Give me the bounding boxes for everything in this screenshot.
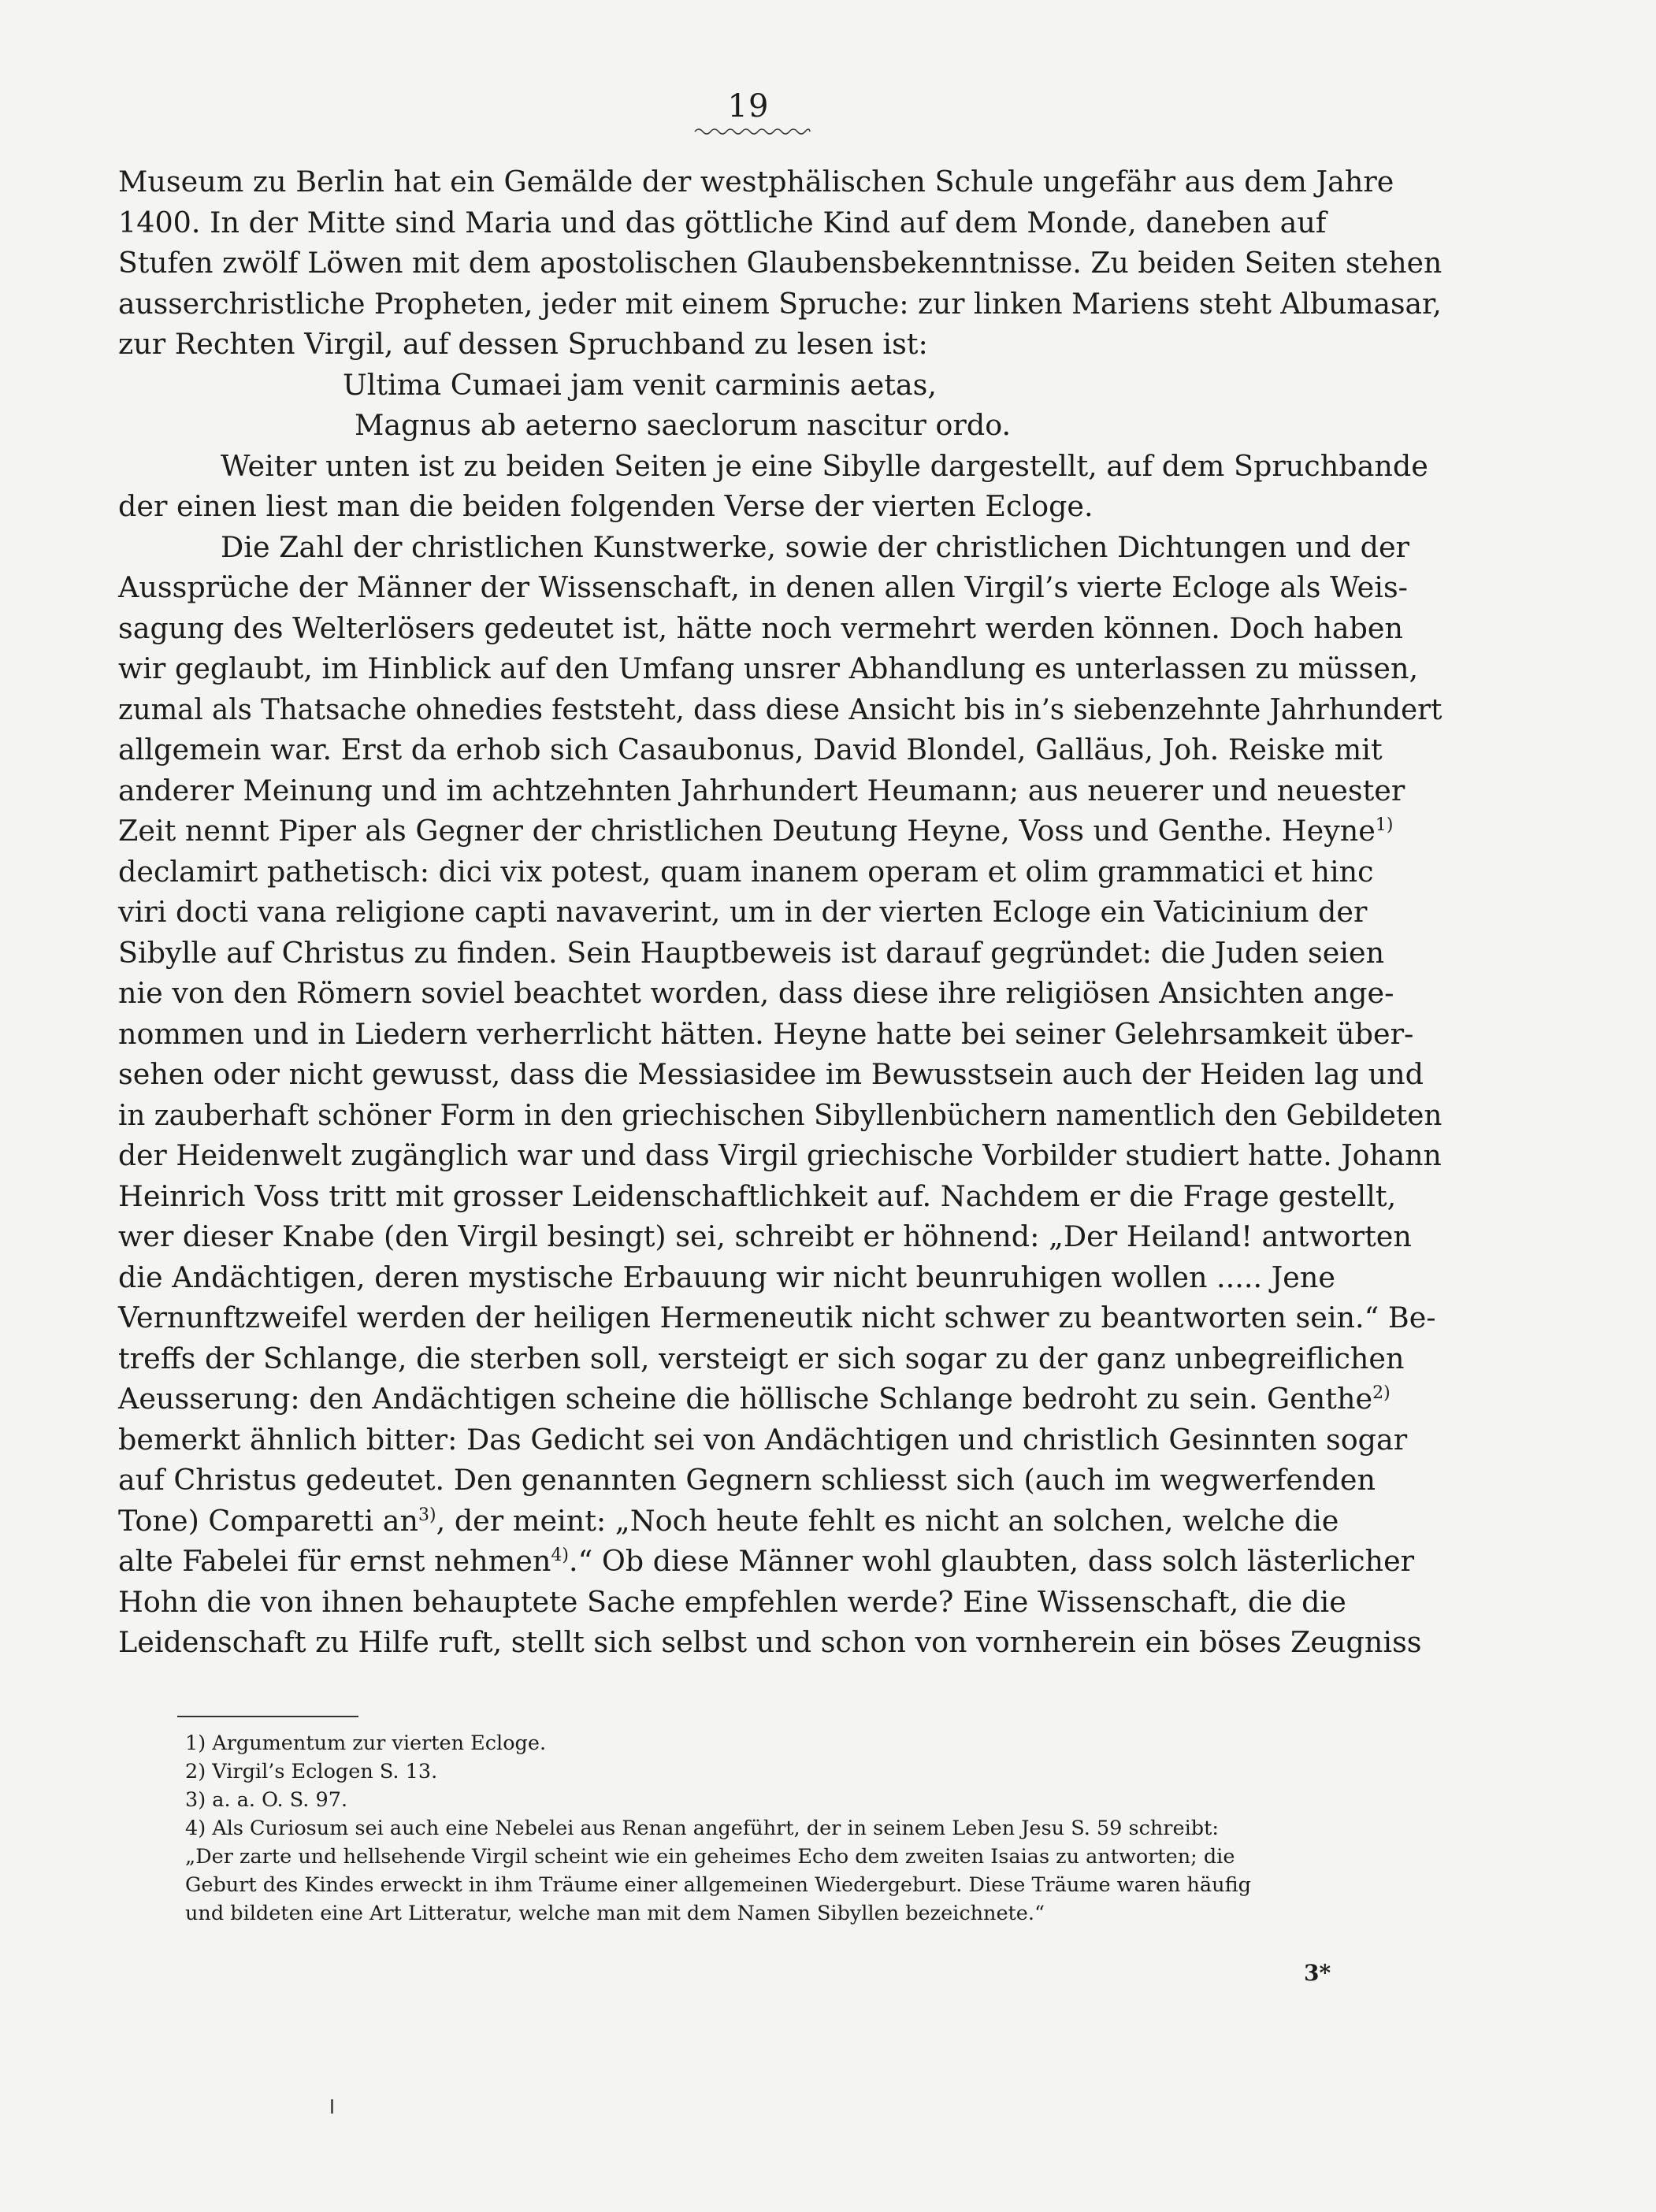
footnote: 1) Argumentum zur vierten Ecloge.: [185, 1731, 547, 1755]
text-fragment: Zeit nennt Piper als Gegner der christlichen Deutung Heyne, Voss und Genthe. Heyne: [118, 814, 1376, 848]
footnote-ref: 2): [1372, 1382, 1391, 1403]
page-number: 19: [727, 88, 770, 124]
text-line: Die Zahl der christlichen Kunstwerke, sowie der christlichen Dichtungen und der: [221, 529, 1409, 564]
text-line: zur Rechten Virgil, auf dessen Spruchband zu lesen ist:: [118, 327, 928, 361]
text-line: Leidenschaft zu Hilfe ruft, stellt sich selbst und schon von vornherein ein böses Zeugniss: [118, 1625, 1422, 1659]
footnote: 2) Virgil’s Eclogen S. 13.: [185, 1760, 438, 1783]
wavy-rule-ornament: [693, 126, 811, 137]
text-fragment: alte Fabelei für ernst nehmen: [118, 1544, 551, 1578]
text-line: Stufen zwölf Löwen mit dem apostolischen Glaubensbekenntnisse. Zu beiden Seiten stehen: [118, 246, 1443, 280]
scan-speck: [331, 2099, 333, 2114]
text-line: Aussprüche der Männer der Wissenschaft, in denen allen Virgil’s vierte Ecloge als Weis-: [118, 570, 1409, 604]
text-fragment: .“ Ob diese Männer wohl glaubten, dass solch lästerlicher: [568, 1544, 1415, 1578]
footnote-separator: [177, 1716, 358, 1717]
text-line: wer dieser Knabe (den Virgil besingt) sei, schreibt er höhnend: „Der Heiland! antworten: [118, 1219, 1412, 1253]
text-line: [118, 1379, 1442, 1420]
text-line: die Andächtigen, deren mystische Erbauung wir nicht beunruhigen wollen ..... Jene: [118, 1260, 1336, 1294]
verse-line: Ultima Cumaei jam venit carminis aetas,: [343, 367, 937, 402]
verse-line: Magnus ab aeterno saeclorum nascitur ordo.: [355, 408, 1012, 442]
text-line: auf Christus gedeutet. Den genannten Gegnern schliesst sich (auch im wegwerfenden: [118, 1463, 1376, 1497]
footnote-ref: 1): [1375, 815, 1394, 835]
footnote-ref: 3): [418, 1505, 436, 1525]
text-line: Heinrich Voss tritt mit grosser Leidenschaftlichkeit auf. Nachdem er die Frage gestellt,: [118, 1178, 1397, 1213]
text-line: [118, 811, 1442, 852]
text-fragment: Tone) Comparetti an: [118, 1503, 419, 1538]
text-fragment: Aeusserung: den Andächtigen scheine die höllische Schlange bedroht zu sein. Genthe: [118, 1382, 1373, 1416]
text-line: treffs der Schlange, die sterben soll, versteigt er sich sogar zu der ganz unbegreiflichen: [118, 1341, 1405, 1375]
text-line: der einen liest man die beiden folgenden Verse der vierten Ecloge.: [118, 489, 1093, 523]
footnote: und bildeten eine Art Litteratur, welche man mit dem Namen Sibyllen bezeichnete.“: [185, 1902, 1045, 1925]
sheet-signature: 3*: [1304, 1960, 1331, 1986]
text-line: [118, 1541, 1442, 1582]
text-line: Hohn die von ihnen behauptete Sache empfehlen werde? Eine Wissenschaft, die die: [118, 1584, 1346, 1619]
text-line: Vernunftzweifel werden der heiligen Hermeneutik nicht schwer zu beantworten sein.“ Be-: [118, 1301, 1436, 1334]
text-line: Museum zu Berlin hat ein Gemälde der westphälischen Schule ungefähr aus dem Jahre: [118, 165, 1394, 199]
text-line: sagung des Welterlösers gedeutet ist, hätte noch vermehrt werden können. Doch haben: [118, 611, 1403, 645]
text-line: sehen oder nicht gewusst, dass die Messiasidee im Bewusstsein auch der Heiden lag und: [118, 1057, 1424, 1091]
text-line: bemerkt ähnlich bitter: Das Gedicht sei von Andächtigen und christlich Gesinnten sogar: [118, 1422, 1408, 1457]
text-line: zumal als Thatsache ohnedies feststeht, dass diese Ansicht bis in’s siebenzehnte Jahrhundert: [118, 692, 1443, 726]
text-line: ausserchristliche Propheten, jeder mit einem Spruche: zur linken Mariens steht Albumasar,: [118, 286, 1442, 321]
main-text-block: [118, 161, 1442, 1663]
text-line: in zauberhaft schöner Form in den griechischen Sibyllenbüchern namentlich den Gebildeten: [118, 1097, 1443, 1132]
text-line: viri docti vana religione capti navaverint, um in der vierten Ecloge ein Vaticinium der: [118, 895, 1368, 929]
text-line: 1400. In der Mitte sind Maria und das göttliche Kind auf dem Monde, daneben auf: [118, 205, 1327, 239]
text-line: Sibylle auf Christus zu finden. Sein Hauptbeweis ist darauf gegründet: die Juden seien: [118, 935, 1385, 970]
footnote: „Der zarte und hellsehende Virgil scheint wie ein geheimes Echo dem zweiten Isaias zu antworten; die: [185, 1845, 1235, 1869]
text-line: der Heidenwelt zugänglich war und dass Virgil griechische Vorbilder studiert hatte. Johann: [118, 1138, 1442, 1172]
text-line: Weiter unten ist zu beiden Seiten je eine Sibylle dargestellt, auf dem Spruchbande: [221, 448, 1428, 483]
text-line: declamirt pathetisch: dici vix potest, quam inanem operam et olim grammatici et hinc: [118, 854, 1374, 889]
text-line: nie von den Römern soviel beachtet worden, dass diese ihre religiösen Ansichten ange-: [118, 976, 1394, 1010]
footnote: Geburt des Kindes erweckt in ihm Träume einer allgemeinen Wiedergeburt. Diese Träume waren häufig: [185, 1873, 1251, 1897]
footnote: 4) Als Curiosum sei auch eine Nebelei aus Renan angeführt, der in seinem Leben Jesu S. 59 schreibt:: [185, 1817, 1219, 1840]
text-fragment: , der meint: „Noch heute fehlt es nicht an solchen, welche die: [436, 1503, 1339, 1538]
footnote: 3) a. a. O. S. 97.: [185, 1788, 348, 1812]
footnotes: [185, 1729, 1439, 1928]
footnote-ref: 4): [551, 1545, 569, 1565]
text-line: anderer Meinung und im achtzehnten Jahrhundert Heumann; aus neuerer und neuester: [118, 773, 1405, 807]
text-line: wir geglaubt, im Hinblick auf den Umfang unsrer Abhandlung es unterlassen zu müssen,: [118, 651, 1419, 685]
text-line: nommen und in Liedern verherrlicht hätten. Heyne hatte bei seiner Gelehrsamkeit über-: [118, 1016, 1414, 1051]
text-line: allgemein war. Erst da erhob sich Casaubonus, David Blondel, Galläus, Joh. Reiske mit: [118, 733, 1383, 766]
text-line: [118, 1501, 1442, 1542]
